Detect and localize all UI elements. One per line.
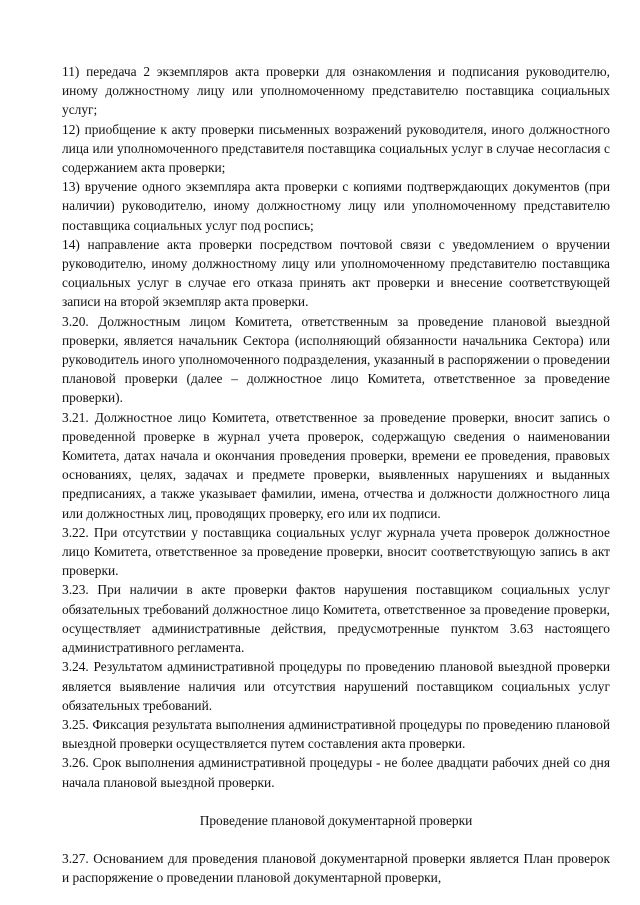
spacer [62,792,610,811]
spacer [62,830,610,849]
paragraph-3-26: 3.26. Срок выполнения административной процедуры - не более двадцати рабочих дней со дня начала плановой выездной проверки. [62,755,610,790]
paragraph-3-24: 3.24. Результатом административной процедуры по проведению плановой выездной проверки является выявление наличия или отсутствия нарушений поставщиком социальных услуг обязательных требований. [62,659,610,713]
paragraph-item-14: 14) направление акта проверки посредством почтовой связи с уведомлением о вручении руководителю, иному должностному лицу или уполномоченному представителю поставщика социальных услуг в случае его отказа принять акт проверки и внесение соответствующей записи на второй экземпляр акта проверки. [62,236,610,310]
paragraph-3-27: 3.27. Основанием для проведения плановой документарной проверки является План проверок и распоряжение о проведении плановой документарной проверки, [62,850,610,886]
paragraph-3-20: 3.20. Должностным лицом Комитета, ответственным за проведение плановой выездной проверки, является начальник Сектора (исполняющий обязанности начальника Сектора) или руководитель иного уполномоченного подразделения, указанный в распоряжении о проведении плановой проверки (далее – должностное лицо Комитета, ответственное за проведение проверки). [62,313,610,406]
paragraph-3-25: 3.25. Фиксация результата выполнения административной процедуры по проведению плановой выездной проверки осуществляется путем составления акта проверки. [62,716,610,752]
paragraph-item-11: 11) передача 2 экземпляров акта проверки для ознакомления и подписания руководителю, иному должностному лицу или уполномоченному представителю поставщика социальных услуг; [62,64,610,118]
section-heading: Проведение плановой документарной проверки [199,812,473,828]
paragraph-3-21: 3.21. Должностное лицо Комитета, ответственное за проведение проверки, вносит запись о проведенной проверке в журнал учета проверок, содержащую сведения о наименовании Комитета, датах начала и окончания проведения проверки, времени ее проведения, правовых основаниях, целях, задачах и предмете проверки, выявленных нарушениях и выданных предписаниях, а также указывает фамилии, имена, отчества и должности должностного лица или должностных лиц, проводящих проверку, его или их подписи. [62,409,610,521]
document-page [62,62,610,887]
paragraph-3-22: 3.22. При отсутствии у поставщика социальных услуг журнала учета проверок должностное лицо Комитета, ответственное за проведение проверки, вносит соответствующую запись в акт проверки. [62,524,610,579]
paragraph-item-13: 13) вручение одного экземпляра акта проверки с копиями подтверждающих документов (при наличии) руководителю, иному должностному лицу или уполномоченному представителю поставщика социальных услуг под роспись; [62,179,610,233]
paragraph-item-12: 12) приобщение к акту проверки письменных возражений руководителя, иного должностного лица или уполномоченного представителя поставщика социальных услуг в случае несогласия с содержанием акта проверки; [62,121,610,176]
paragraph-3-23: 3.23. При наличии в акте проверки фактов нарушения поставщиком социальных услуг обязательных требований должностное лицо Комитета, ответственное за проведение проверки, осуществляет административные действия, предусмотренные пунктом 3.63 настоящего административного регламента. [62,582,610,656]
